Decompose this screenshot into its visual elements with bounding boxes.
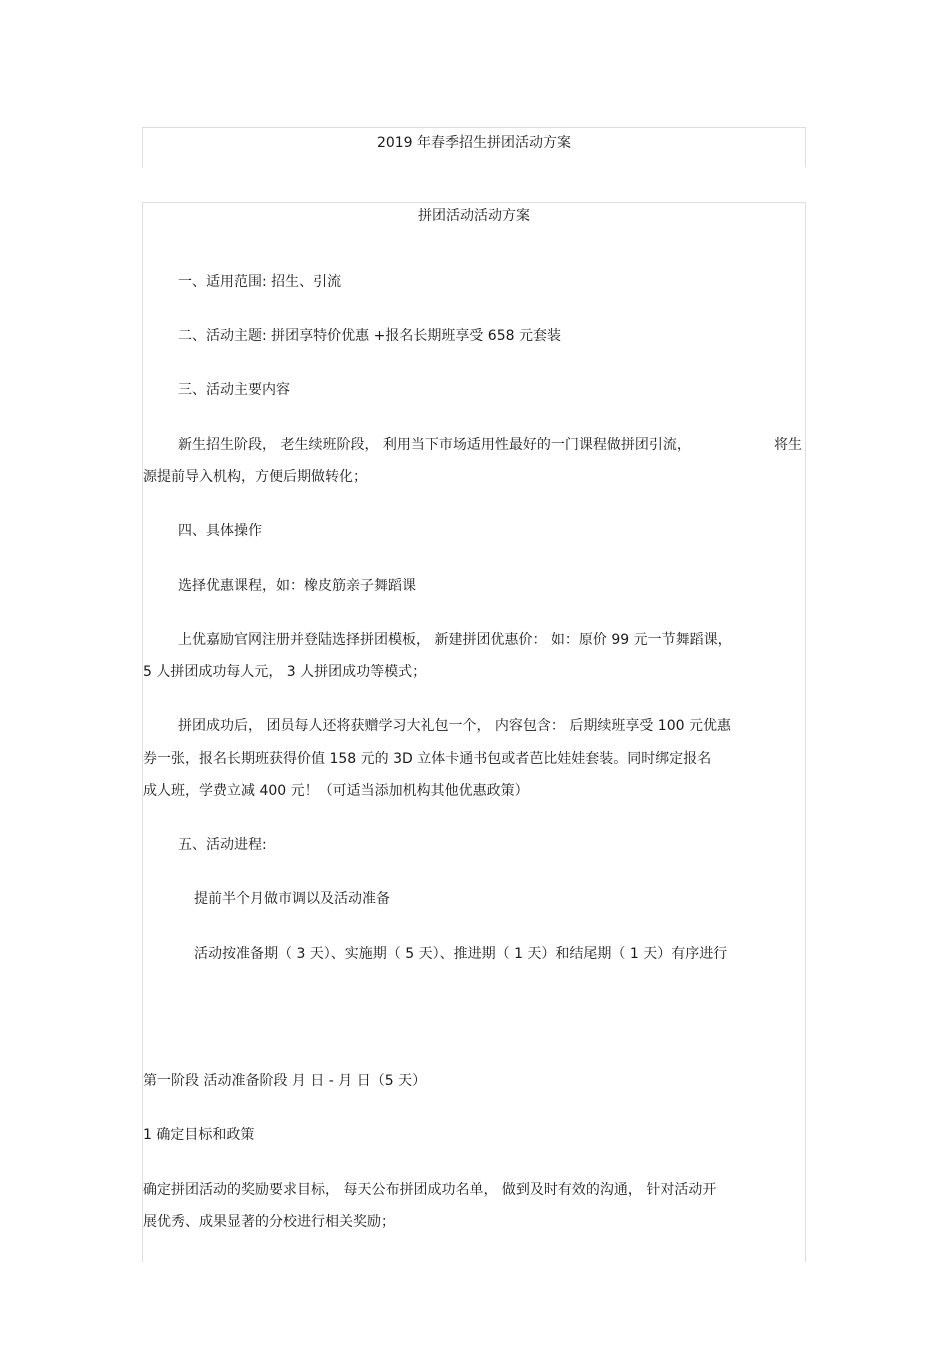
- section-3-heading: 三、活动主要内容: [178, 382, 290, 398]
- section-3-paragraph-line-2: 源提前导入机构，方便后期做转化；: [143, 469, 367, 485]
- stage-1-heading: 第一阶段 活动准备阶段 月 日 - 月 日（5 天）: [143, 1073, 427, 1089]
- plan-subtitle: 拼团活动活动方案: [418, 208, 530, 224]
- document-title: 2019 年春季招生拼团活动方案: [376, 135, 572, 151]
- section-5-market-research: 提前半个月做市调以及活动准备: [194, 891, 390, 907]
- stage-1-paragraph-line-2: 展优秀、成果显著的分校进行相关奖励；: [143, 1214, 395, 1230]
- section-5-heading: 五、活动进程:: [178, 837, 267, 853]
- section-4-gift-line-3: 成人班，学费立减 400 元！（可适当添加机构其他优惠政策）: [143, 783, 529, 799]
- section-3-paragraph-line-1-end: 将生: [774, 437, 802, 453]
- section-5-phases: 活动按准备期（ 3 天）、实施期（ 5 天）、推进期（ 1 天）和结尾期（ 1 天）有序进行: [194, 946, 728, 962]
- section-4-group-template-line-2: 5 人拼团成功每人元， 3 人拼团成功等模式；: [143, 664, 427, 680]
- stage-1-paragraph-line-1: 确定拼团活动的奖励要求目标， 每天公布拼团成功名单， 做到及时有效的沟通， 针对活动开: [143, 1182, 717, 1198]
- section-3-paragraph-line-1: 新生招生阶段， 老生续班阶段， 利用当下市场适用性最好的一门课程做拼团引流，: [178, 437, 691, 453]
- section-4-heading: 四、具体操作: [178, 523, 262, 539]
- stage-1-item-1: 1 确定目标和政策: [143, 1127, 255, 1143]
- section-4-gift-line-2: 券一张，报名长期班获得价值 158 元的 3D 立体卡通书包或者芭比娃娃套装。同时绑定报名: [143, 751, 712, 767]
- section-4-gift-line-1: 拼团成功后， 团员每人还将获赠学习大礼包一个， 内容包含： 后期续班享受 100 元优惠: [178, 718, 731, 734]
- section-4-group-template-line-1: 上优嘉励官网注册并登陆选择拼团模板， 新建拼团优惠价： 如：原价 99 元一节舞蹈课，: [178, 632, 732, 648]
- section-4-choose-course: 选择优惠课程，如：橡皮筋亲子舞蹈课: [178, 578, 416, 594]
- section-2-theme: 二、活动主题: 拼团享特价优惠 +报名长期班享受 658 元套装: [178, 328, 561, 344]
- section-1-scope: 一、适用范围: 招生、引流: [178, 274, 342, 290]
